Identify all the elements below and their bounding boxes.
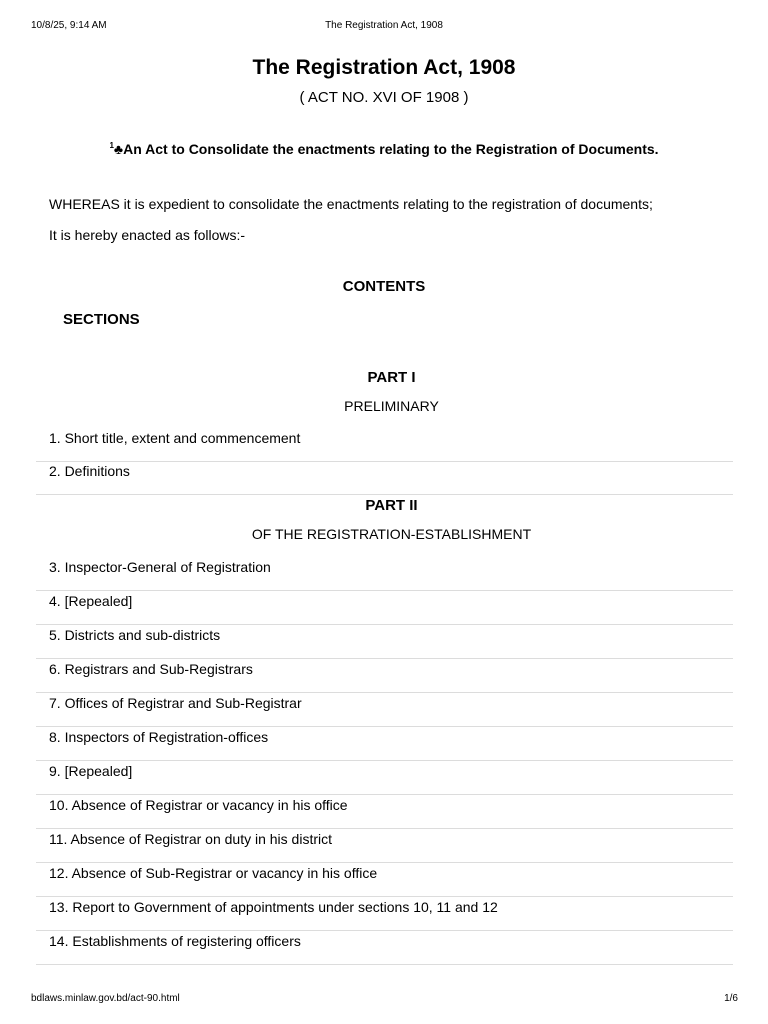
page-number: 1/6: [724, 993, 738, 1004]
section-link-row[interactable]: [36, 727, 733, 761]
print-header: [0, 19, 768, 33]
section-link-row[interactable]: [36, 461, 733, 495]
long-title-text: ♣An Act to Consolidate the enactments relating to the Registration of Documents.: [113, 141, 659, 157]
section-link[interactable]: 6. Registrars and Sub-Registrars: [49, 661, 253, 677]
section-link-row[interactable]: [36, 591, 733, 625]
section-link[interactable]: 14. Establishments of registering officers: [49, 933, 301, 949]
print-url: bdlaws.minlaw.gov.bd/act-90.html: [31, 993, 180, 1004]
section-link-row[interactable]: [36, 863, 733, 897]
part-2-subtitle: OF THE REGISTRATION-ESTABLISHMENT: [251, 526, 532, 542]
footnote-marker[interactable]: 1: [109, 141, 114, 150]
section-link[interactable]: 2. Definitions: [49, 463, 130, 479]
section-link[interactable]: 13. Report to Government of appointments under sections 10, 11 and 12: [49, 899, 498, 915]
section-link[interactable]: 9. [Repealed]: [49, 763, 133, 779]
part-1-title: PART I: [367, 369, 416, 386]
part-2-title: PART II: [365, 497, 418, 514]
section-link-row[interactable]: [36, 795, 733, 829]
act-long-title: [0, 139, 768, 159]
section-link[interactable]: 10. Absence of Registrar or vacancy in his office: [49, 797, 348, 813]
act-title: The Registration Act, 1908: [252, 56, 516, 79]
section-link-row[interactable]: [36, 829, 733, 863]
print-footer: [0, 992, 768, 1006]
section-link-row[interactable]: [36, 659, 733, 693]
section-link[interactable]: 4. [Repealed]: [49, 593, 133, 609]
part-1-subtitle: PRELIMINARY: [344, 398, 439, 414]
print-doc-title: The Registration Act, 1908: [325, 20, 443, 31]
section-link[interactable]: 7. Offices of Registrar and Sub-Registrar: [49, 695, 302, 711]
section-link[interactable]: 1. Short title, extent and commencement: [49, 430, 301, 446]
section-link-row[interactable]: [36, 931, 733, 965]
section-link[interactable]: 8. Inspectors of Registration-offices: [49, 729, 269, 745]
section-link-row[interactable]: [36, 897, 733, 931]
section-link-row[interactable]: [36, 761, 733, 795]
enacting-formula: It is hereby enacted as follows:-: [49, 227, 246, 243]
print-datetime: 10/8/25, 9:14 AM: [31, 20, 107, 31]
section-link-row[interactable]: [36, 625, 733, 659]
act-number: ( ACT NO. XVI OF 1908 ): [299, 89, 469, 106]
section-link[interactable]: 3. Inspector-General of Registration: [49, 559, 271, 575]
section-link-row[interactable]: [36, 557, 733, 591]
preamble-text: WHEREAS it is expedient to consolidate the enactments relating to the registration of documents;: [49, 196, 653, 212]
sections-heading: SECTIONS: [63, 311, 140, 328]
contents-heading: CONTENTS: [342, 278, 426, 295]
section-link-row[interactable]: [36, 693, 733, 727]
section-link[interactable]: 11. Absence of Registrar on duty in his district: [49, 831, 332, 847]
section-link[interactable]: 12. Absence of Sub-Registrar or vacancy in his office: [49, 865, 378, 881]
section-link-row[interactable]: [36, 428, 733, 462]
section-link[interactable]: 5. Districts and sub-districts: [49, 627, 221, 643]
